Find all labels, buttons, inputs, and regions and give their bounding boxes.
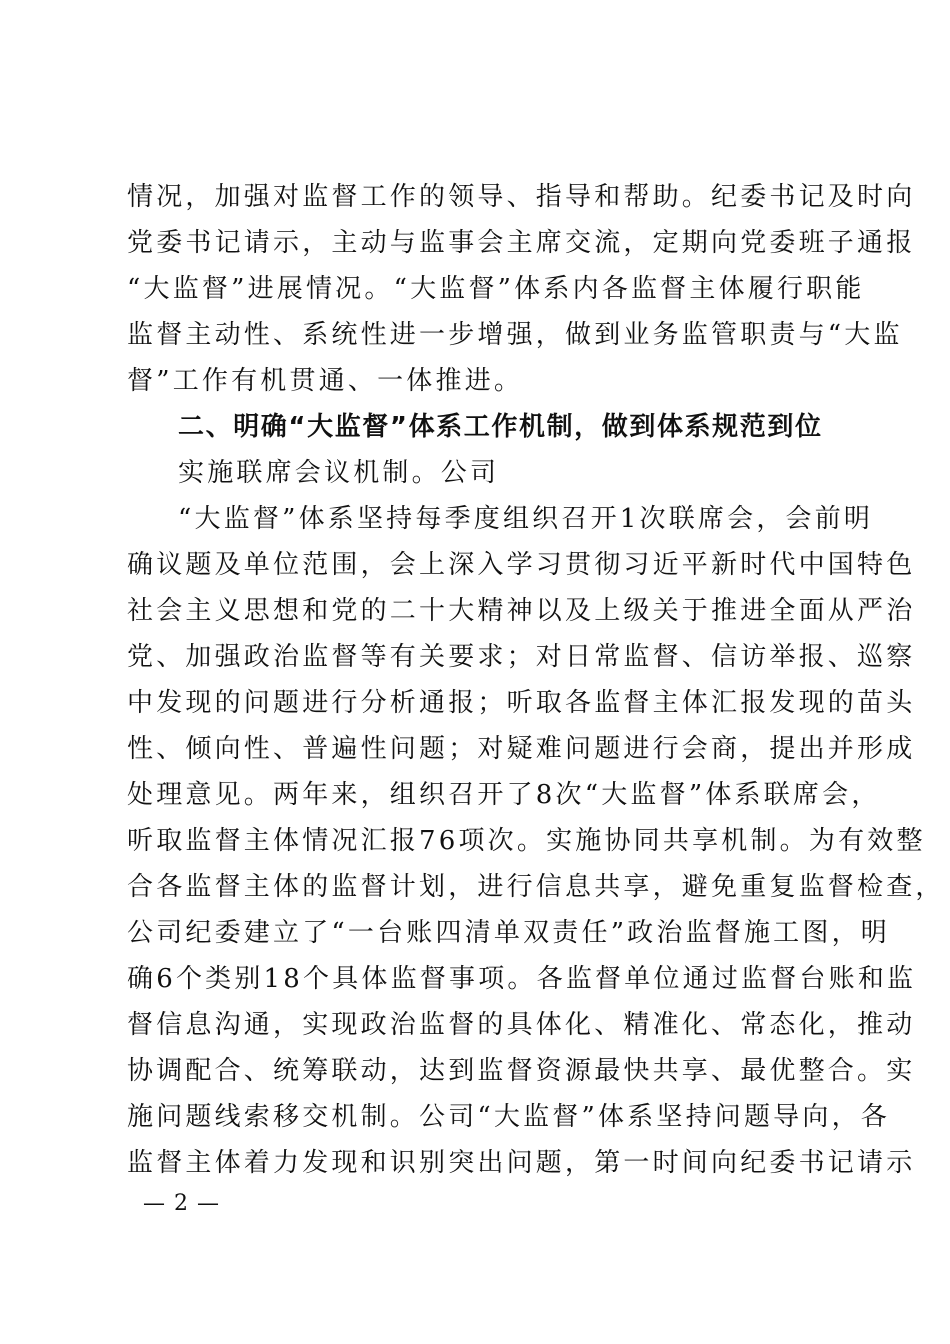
text-line: 督”工作有机贯通、一体推进。 bbox=[127, 366, 524, 396]
text-line: 社会主义思想和党的二十大精神以及上级关于推进全面从严治 bbox=[127, 596, 916, 626]
text-line: 处理意见。两年来，组织召开了8次“大监督”体系联席会， bbox=[127, 780, 881, 810]
text-line: 中发现的问题进行分析通报；听取各监督主体汇报发现的苗头 bbox=[127, 688, 916, 718]
section-heading: 二、明确“大监督”体系工作机制，做到体系规范到位 bbox=[178, 412, 823, 442]
text-line: 听取监督主体情况汇报76项次。实施协同共享机制。为有效整 bbox=[127, 826, 926, 856]
text-line: 公司纪委建立了“一台账四清单双责任”政治监督施工图，明 bbox=[127, 918, 890, 948]
page-number: — 2 — bbox=[143, 1191, 220, 1216]
text-line: 监督主动性、系统性进一步增强，做到业务监管职责与“大监 bbox=[127, 320, 903, 350]
text-line: 党委书记请示，主动与监事会主席交流，定期向党委班子通报 bbox=[127, 228, 916, 258]
text-line: 实施联席会议机制。公司 bbox=[178, 458, 500, 488]
text-line: 情况，加强对监督工作的领导、指导和帮助。纪委书记及时向 bbox=[127, 182, 916, 212]
text-line: “大监督”进展情况。“大监督”体系内各监督主体履行职能 bbox=[127, 274, 865, 304]
text-line: 性、倾向性、普遍性问题；对疑难问题进行会商，提出并形成 bbox=[127, 734, 916, 764]
text-line: 督信息沟通，实现政治监督的具体化、精准化、常态化，推动 bbox=[127, 1010, 916, 1040]
text-line: 确6个类别18个具体监督事项。各监督单位通过监督台账和监 bbox=[127, 964, 917, 994]
text-line: 党、加强政治监督等有关要求；对日常监督、信访举报、巡察 bbox=[127, 642, 916, 672]
text-line: 施问题线索移交机制。公司“大监督”体系坚持问题导向，各 bbox=[127, 1102, 890, 1132]
text-line: 监督主体着力发现和识别突出问题，第一时间向纪委书记请示 bbox=[127, 1148, 916, 1178]
text-line: 合各监督主体的监督计划，进行信息共享，避免重复监督检查， bbox=[127, 872, 945, 902]
text-line: “大监督”体系坚持每季度组织召开1次联席会，会前明 bbox=[178, 504, 874, 534]
text-line: 确议题及单位范围，会上深入学习贯彻习近平新时代中国特色 bbox=[127, 550, 916, 580]
text-line: 协调配合、统筹联动，达到监督资源最快共享、最优整合。实 bbox=[127, 1056, 916, 1086]
